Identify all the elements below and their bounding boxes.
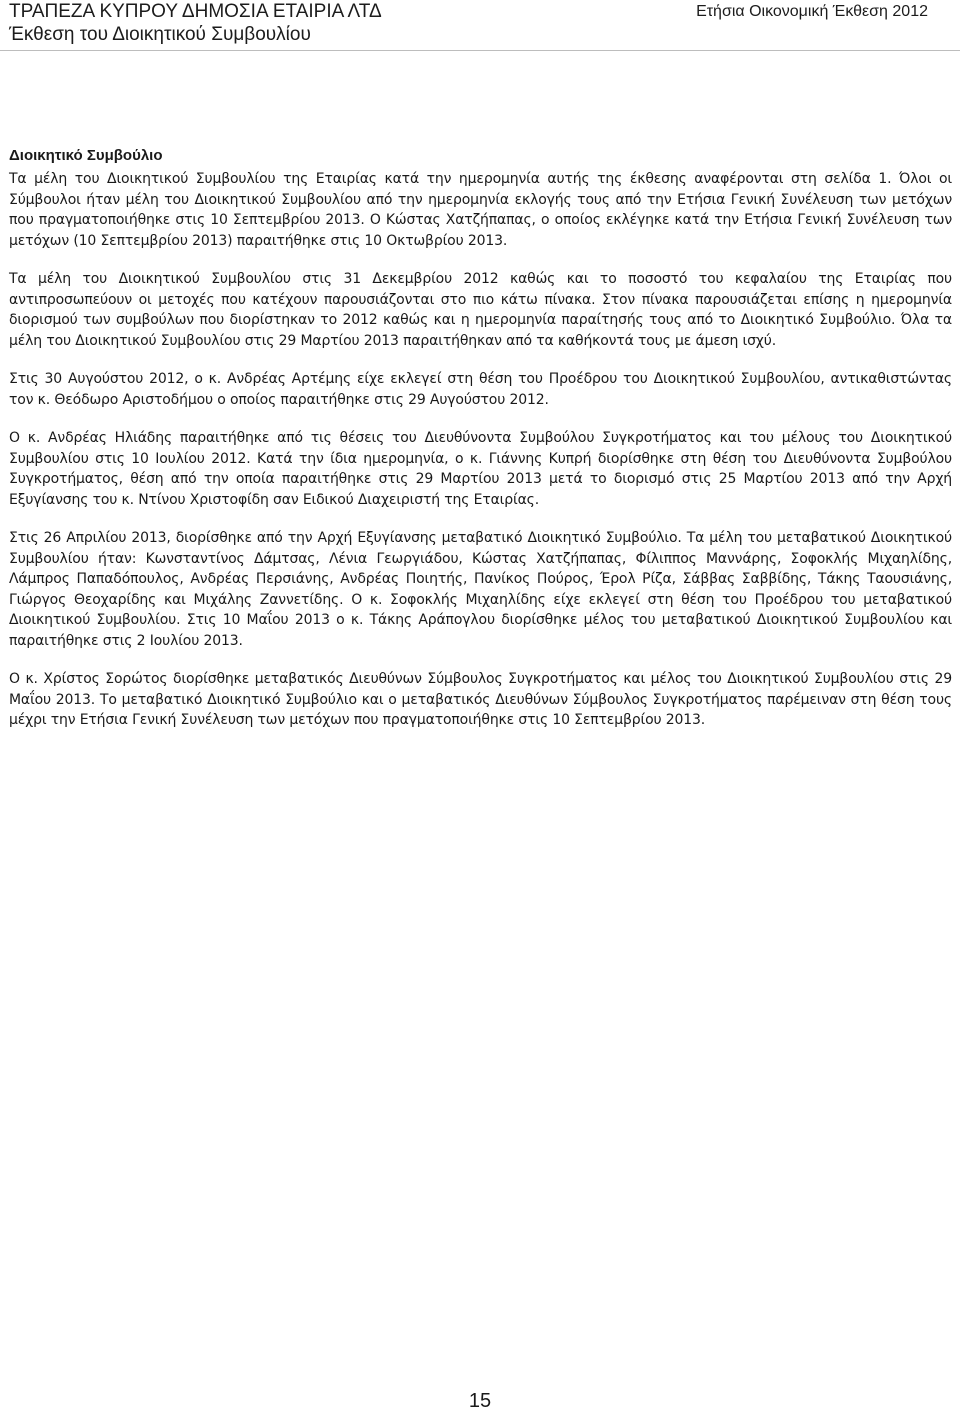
document-body (9, 146, 952, 749)
paragraph: Ο κ. Χρίστος Σορώτος διορίσθηκε μεταβατικός Διευθύνων Σύμβουλος Συγκροτήματος και μέλος του Διοικητικού Συμβουλίου στις 29 Μαΐου 2013. Το μεταβατικό Διοικητικό Συμβούλιο και ο μεταβατικός Διευθύνων Σύμβουλος Συγκροτήματος παρέμειναν στη θέση τους μέχρι την Ετήσια Γενική Συνέλευση των μετόχων που πραγματοποιήθηκε στις 10 Σεπτεμβρίου 2013. (9, 671, 952, 728)
header-divider (0, 50, 960, 51)
page-header-left (9, 0, 382, 46)
paragraph: Ο κ. Ανδρέας Ηλιάδης παραιτήθηκε από τις θέσεις του Διευθύνοντα Συμβούλου Συγκροτήματος και του μέλους του Διοικητικού Συμβουλίου στις 10 Ιουλίου 2012. Κατά την ίδια ημερομηνία, ο κ. Γιάννης Κυπρή διορίσθηκε στη θέση του Διευθύνοντα Συμβούλου Συγκροτήματος, θέση από την οποία παραιτήθηκε στις 29 Μαρτίου 2013 μετά το διορισμό στις 25 Μαρτίου 2013 από την Αρχή Εξυγίανσης του κ. Ντίνου Χριστοφίδη σαν Ειδικού Διαχειριστή της Εταιρίας. (9, 430, 952, 508)
report-title: Ετήσια Οικονομική Έκθεση 2012 (696, 3, 928, 20)
paragraph: Τα μέλη του Διοικητικού Συμβουλίου στις 31 Δεκεμβρίου 2012 καθώς και το ποσοστό του κεφαλαίου της Εταιρίας που αντιπροσωπεύουν οι μετοχές που κατέχουν παρουσιάζονται στο πιο κάτω πίνακα. Στον πίνακα παρουσιάζεται επίσης η ημερομηνία διορισμού των συμβούλων που διορίστηκαν το 2012 καθώς και η ημερομηνία παραίτησής τους από το Διοικητικό Συμβούλιο. Όλα τα μέλη του Διοικητικού Συμβουλίου στις 29 Μαρτίου 2013 παραιτήθηκαν από τα καθήκοντά τους με άμεση ισχύ. (9, 271, 952, 349)
paragraph: Τα μέλη του Διοικητικού Συμβουλίου της Εταιρίας κατά την ημερομηνία αυτής της έκθεσης αναφέρονται στη σελίδα 1. Όλοι οι Σύμβουλοι ήταν μέλη του Διοικητικού Συμβουλίου από την ημερομηνία εκλογής τους από την Ετήσια Γενική Συνέλευση των μετόχων που πραγματοποιήθηκε στις 10 Σεπτεμβρίου 2013. Ο Κώστας Χατζήπαπας, ο οποίος εκλέγηκε κατά την Ετήσια Γενική Συνέλευση των μετόχων (10 Σεπτεμβρίου 2013) παραιτήθηκε στις 10 Οκτωβρίου 2013. (9, 171, 952, 249)
paragraph: Στις 26 Απριλίου 2013, διορίσθηκε από την Αρχή Εξυγίανσης μεταβατικό Διοικητικό Συμβούλιο. Τα μέλη του μεταβατικού Διοικητικού Συμβουλίου ήταν: Κωνσταντίνος Δάμτσας, Λένια Γεωργιάδου, Κώστας Χατζήπαπας, Φίλιππος Μαννάρης, Σοφοκλής Μιχαηλίδης, Λάμπρος Παπαδόπουλος, Ανδρέας Περσιάνης, Ανδρέας Ποιητής, Πανίκος Πούρος, Έρολ Ρίζα, Σάββας Σαββίδης, Τάκης Ταουσιάνης, Γιώργος Θεοχαρίδης και Μιχάλης Ζαννετίδης. Ο κ. Σοφοκλής Μιχαηλίδης είχε εκλεγεί στη θέση του Προέδρου του μεταβατικού Διοικητικού Συμβουλίου. Στις 10 Μαΐου 2013 ο κ. Τάκης Αράπογλου διορίσθηκε μέλος του μεταβατικού Διοικητικού Συμβουλίου και παραιτήθηκε στις 2 Ιουλίου 2013. (9, 530, 952, 649)
section-title: Διοικητικό Συμβούλιο (9, 147, 163, 164)
report-section-title: Έκθεση του Διοικητικού Συμβουλίου (9, 24, 311, 45)
paragraph: Στις 30 Αυγούστου 2012, ο κ. Ανδρέας Αρτέμης είχε εκλεγεί στη θέση του Προέδρου του Διοικητικού Συμβουλίου, αντικαθιστώντας τον κ. Θεόδωρο Αριστοδήμου ο οποίος παραιτήθηκε στις 29 Αυγούστου 2012. (9, 371, 952, 408)
page-number: 15 (468, 1390, 492, 1412)
company-name: ΤΡΑΠΕΖΑ ΚΥΠΡΟΥ ΔΗΜΟΣΙΑ ΕΤΑΙΡΙΑ ΛΤΔ (9, 1, 382, 22)
